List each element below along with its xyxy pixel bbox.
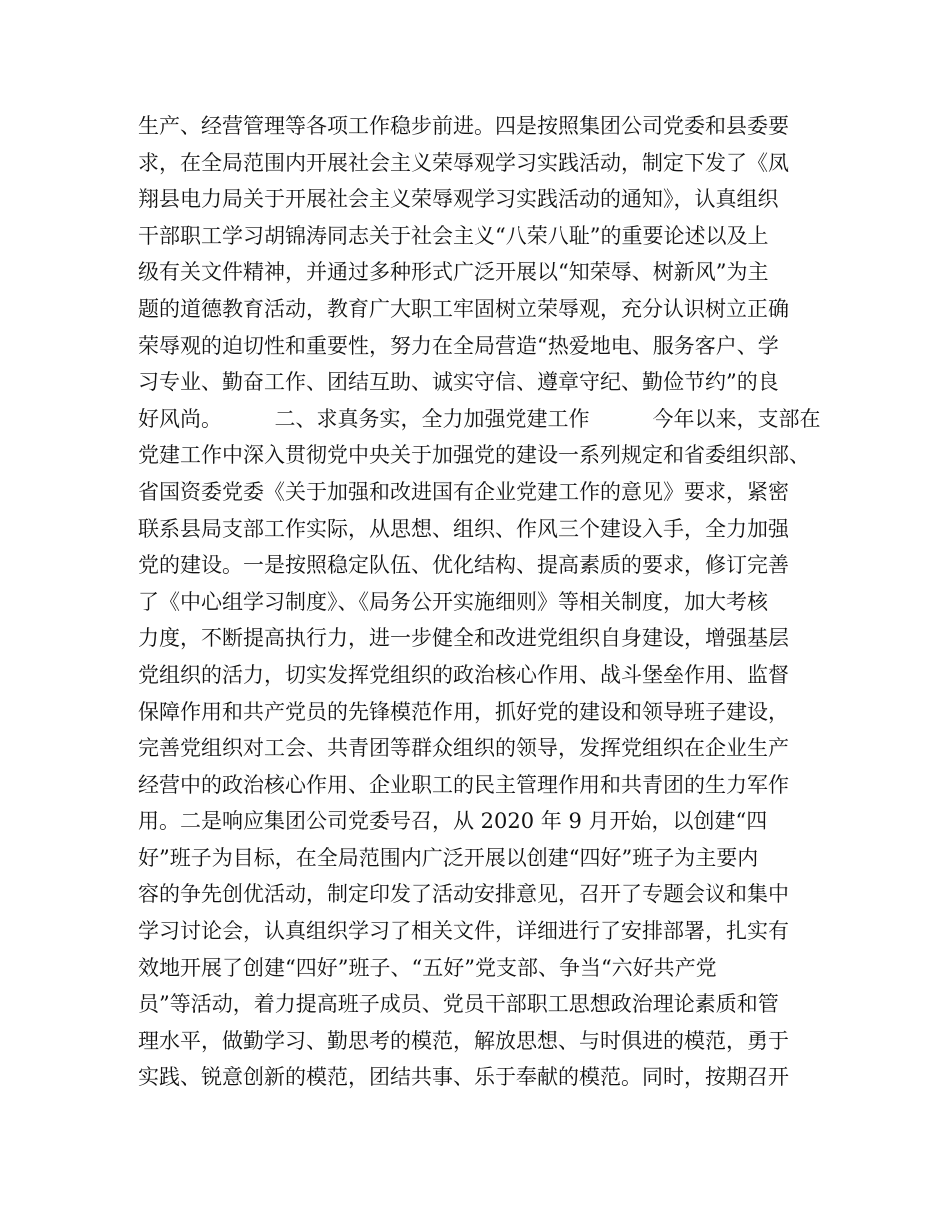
text-line: 保障作用和共产党员的先锋模范作用，抓好党的建设和领导班子建设， [138,699,789,724]
text-line: 联系县局支部工作实际，从思想、组织、作风三个建设入手，全力加强 [138,516,789,541]
text-line: 实践、锐意创新的模范，团结共事、乐于奉献的模范。同时，按期召开 [138,1065,789,1090]
text-line: 习专业、勤奋工作、团结互助、诚实守信、遵章守纪、勤俭节约”的良 [138,370,779,395]
text-line: 省国资委党委《关于加强和改进国有企业党建工作的意见》要求，紧密 [138,479,789,504]
text-line: 力度，不断提高执行力，进一步健全和改进党组织自身建设，增强基层 [138,626,789,651]
text-line: 用。二是响应集团公司党委号召，从 2020 年 9 月开始，以创建“四 [138,809,768,834]
text-line: 级有关文件精神，并通过多种形式广泛开展以“知荣辱、树新风”为主 [138,260,769,285]
text-line: 完善党组织对工会、共青团等群众组织的领导，发挥党组织在企业生产 [138,736,789,761]
text-line: 容的争先创优活动，制定印发了活动安排意见，召开了专题会议和集中 [138,882,789,907]
text-line: 题的道德教育活动，教育广大职工牢固树立荣辱观，充分认识树立正确 [138,296,789,321]
text-line: 生产、经营管理等各项工作稳步前进。四是按照集团公司党委和县委要 [138,114,789,138]
text-line: 求，在全局范围内开展社会主义荣辱观学习实践活动，制定下发了《凤 [138,150,789,175]
text-line: 干部职工学习胡锦涛同志关于社会主义“八荣八耻”的重要论述以及上 [138,223,769,248]
text-line: 理水平，做勤学习、勤思考的模范，解放思想、与时俱进的模范，勇于 [138,1028,789,1053]
text-line: 翔县电力局关于开展社会主义荣辱观学习实践活动的通知》，认真组织 [138,187,779,212]
body-text [138,108,828,1096]
text-line: 党组织的活力，切实发挥党组织的政治核心作用、战斗堡垒作用、监督 [138,662,789,687]
text-line: 员”等活动，着力提高班子成员、党员干部职工思想政治理论素质和管 [138,992,779,1017]
text-line: 效地开展了创建“四好”班子、“五好”党支部、争当“六好共产党 [138,955,717,980]
text-line: 了《中心组学习制度》、《局务公开实施细则》等相关制度，加大考核 [138,589,768,614]
text-line: 党的建设。一是按照稳定队伍、优化结构、提高素质的要求，修订完善 [138,553,789,578]
section-heading-line: 好风尚。 二、求真务实，全力加强党建工作 今年以来，支部在 [138,406,821,431]
text-line: 经营中的政治核心作用、企业职工的民主管理作用和共青团的生力军作 [138,772,789,797]
text-line: 荣辱观的迫切性和重要性，努力在全局营造“热爱地电、服务客户、学 [138,333,779,358]
text-line: 党建工作中深入贯彻党中央关于加强党的建设一系列规定和省委组织部、 [138,443,810,468]
text-line: 好”班子为目标，在全局范围内广泛开展以创建“四好”班子为主要内 [138,845,759,870]
text-line: 学习讨论会，认真组织学习了相关文件，详细进行了安排部署，扎实有 [138,919,789,944]
